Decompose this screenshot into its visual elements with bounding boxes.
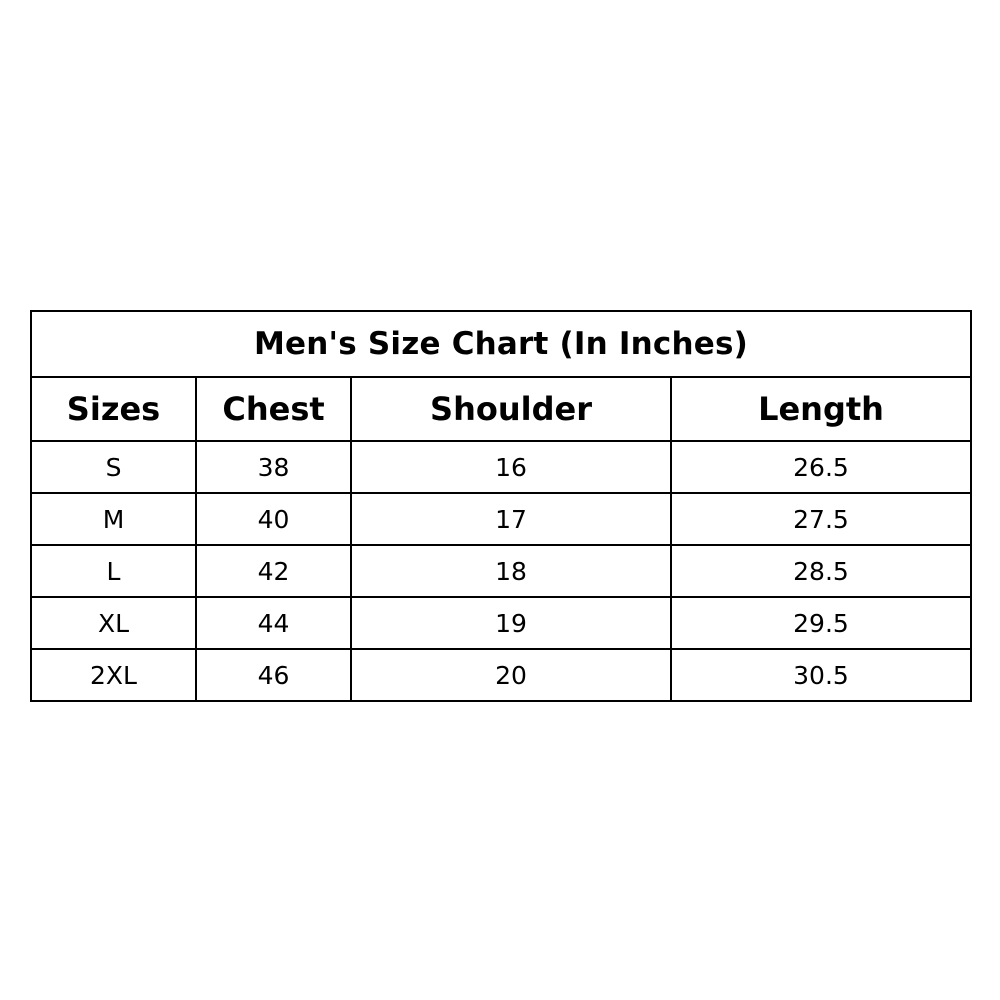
cell-chest: 40 [196, 493, 351, 545]
cell-shoulder: 16 [351, 441, 671, 493]
column-header-length: Length [671, 377, 971, 441]
cell-size: 2XL [31, 649, 196, 701]
chart-title: Men's Size Chart (In Inches) [31, 311, 971, 377]
table-row [31, 597, 971, 649]
table-row [31, 441, 971, 493]
cell-length: 26.5 [671, 441, 971, 493]
cell-size: S [31, 441, 196, 493]
column-header-shoulder: Shoulder [351, 377, 671, 441]
size-chart-table [30, 310, 972, 702]
cell-length: 29.5 [671, 597, 971, 649]
size-chart-container [30, 310, 970, 702]
cell-length: 27.5 [671, 493, 971, 545]
cell-shoulder: 17 [351, 493, 671, 545]
header-row [31, 377, 971, 441]
table-body [31, 441, 971, 701]
column-header-sizes: Sizes [31, 377, 196, 441]
table-row [31, 493, 971, 545]
cell-length: 28.5 [671, 545, 971, 597]
title-row [31, 311, 971, 377]
cell-size: M [31, 493, 196, 545]
cell-chest: 38 [196, 441, 351, 493]
cell-chest: 46 [196, 649, 351, 701]
table-row [31, 545, 971, 597]
cell-size: L [31, 545, 196, 597]
table-row [31, 649, 971, 701]
cell-chest: 42 [196, 545, 351, 597]
table-head [31, 311, 971, 441]
cell-shoulder: 18 [351, 545, 671, 597]
cell-shoulder: 19 [351, 597, 671, 649]
cell-length: 30.5 [671, 649, 971, 701]
cell-shoulder: 20 [351, 649, 671, 701]
column-header-chest: Chest [196, 377, 351, 441]
cell-chest: 44 [196, 597, 351, 649]
cell-size: XL [31, 597, 196, 649]
